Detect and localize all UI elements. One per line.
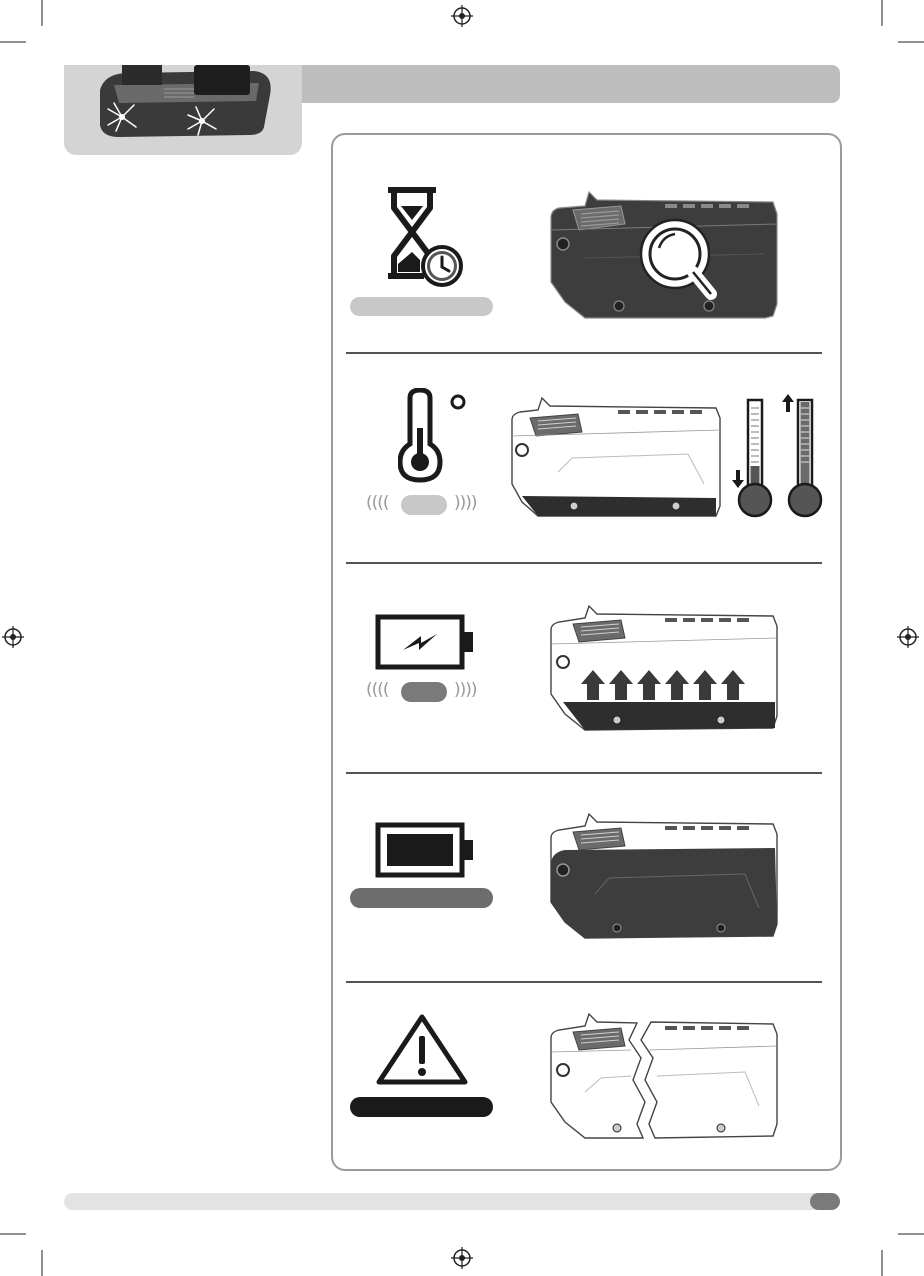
hourglass-clock-icon xyxy=(386,186,466,290)
battery-cracked-icon xyxy=(545,1010,780,1140)
charger-thumbnail xyxy=(64,65,302,155)
footer-bar xyxy=(64,1193,840,1210)
led-indicator-off xyxy=(350,297,493,316)
led-blink-left-waves: (((( xyxy=(366,680,389,700)
battery-full-icon xyxy=(375,822,477,878)
thermometer-degree-icon xyxy=(398,388,472,484)
battery-charging-icon xyxy=(375,614,477,670)
battery-charging-arrows-icon xyxy=(545,600,780,732)
row-divider xyxy=(346,981,822,983)
led-indicator-error xyxy=(350,1097,493,1117)
battery-full-dark-icon xyxy=(545,808,780,940)
page-number-marker xyxy=(810,1193,840,1210)
led-blink-right-waves: )))) xyxy=(454,680,477,700)
led-indicator-blinking xyxy=(401,682,447,702)
row-divider xyxy=(346,352,822,354)
led-blink-left-waves: (((( xyxy=(366,493,389,513)
row-divider xyxy=(346,562,822,564)
led-blink-right-waves: )))) xyxy=(454,493,477,513)
battery-temperature-icon xyxy=(508,392,828,522)
charger-with-battery-icon xyxy=(64,65,302,155)
led-indicator-solid xyxy=(350,888,493,908)
header-bar xyxy=(272,65,840,103)
row-divider xyxy=(346,772,822,774)
battery-inspect-icon xyxy=(545,190,780,320)
led-indicator-blinking xyxy=(401,495,447,515)
warning-triangle-icon xyxy=(374,1012,470,1086)
